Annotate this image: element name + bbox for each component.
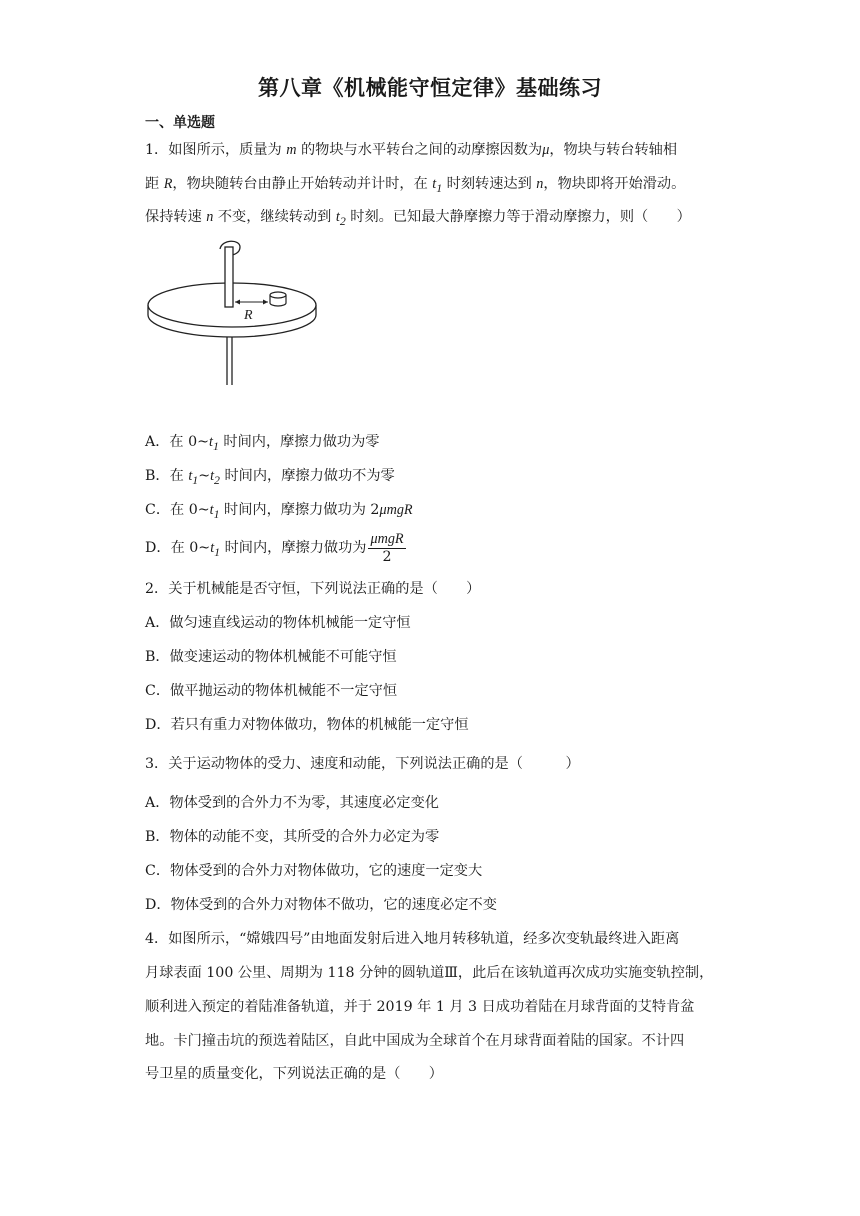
q3-option-d: D．物体受到的合外力对物体不做功，它的速度必定不变 xyxy=(145,897,497,913)
q4-stem-line-1: 4．如图所示，“嫦娥四号”由地面发射后进入地月转移轨道，经多次变轨最终进入距离 xyxy=(145,931,680,947)
q1-stem-line-1: 1．如图所示，质量为 m 的物块与水平转台之间的动摩擦因数为μ，物块与转台转轴相 xyxy=(145,142,678,158)
q2-option-d: D．若只有重力对物体做功，物体的机械能一定守恒 xyxy=(145,717,469,733)
q1-stem-line-2: 距 R，物块随转台由静止开始转动并计时，在 $t_1$ 时刻转速达到 n，物块即将开始滑动。 xyxy=(145,176,686,195)
q3-option-a: A．物体受到的合外力不为零，其速度必定变化 xyxy=(145,795,439,811)
q2-option-c: C．做平抛运动的物体机械能不一定守恒 xyxy=(145,683,398,699)
q4-stem-line-4: 地。卡门撞击坑的预选着陆区，自此中国成为全球首个在月球背面着陆的国家。不计四 xyxy=(145,1033,685,1049)
turntable-figure xyxy=(140,235,330,390)
q1-option-b: B．在 $t_1\sim t_2$ 时间内，摩擦力做功不为零 xyxy=(145,468,395,487)
q3-stem: 3．关于运动物体的受力、速度和动能，下列说法正确的是（ ） xyxy=(145,756,580,772)
document-title: 第八章《机械能守恒定律》基础练习 xyxy=(258,76,602,100)
section-heading: 一、单选题 xyxy=(145,115,215,131)
fraction: $\frac{\text{μmgR}}{2}$ xyxy=(370,530,404,565)
q2-stem: 2．关于机械能是否守恒，下列说法正确的是（ ） xyxy=(145,581,481,597)
q1-option-c: C．在 $0\sim t_1$ 时间内，摩擦力做功为 2μmgR xyxy=(145,502,413,521)
q1-option-d: D．在 $0\sim t_1$ 时间内，摩擦力做功为 $\frac{\text{μmgR}}{2}$ xyxy=(145,530,404,565)
q1-option-a: A．在 $0\sim t_1$ 时间内，摩擦力做功为零 xyxy=(145,434,380,453)
q4-stem-line-2: 月球表面 100 公里、周期为 118 分钟的圆轨道Ⅲ，此后在该轨道再次成功实施变轨控制， xyxy=(145,965,714,981)
q1-stem-line-3: 保持转速 n 不变，继续转动到 $t_2$ 时刻。已知最大静摩擦力等于滑动摩擦力，则（ ） xyxy=(145,209,691,228)
q2-option-a: A．做匀速直线运动的物体机械能一定守恒 xyxy=(145,615,411,631)
rotation-shaft xyxy=(225,247,233,307)
q3-option-c: C．物体受到的合外力对物体做功，它的速度一定变大 xyxy=(145,863,483,879)
q2-option-b: B．做变速运动的物体机械能不可能守恒 xyxy=(145,649,397,665)
radius-label: R xyxy=(244,308,253,323)
q4-stem-line-5: 号卫星的质量变化，下列说法正确的是（ ） xyxy=(145,1066,443,1082)
q3-option-b: B．物体的动能不变，其所受的合外力必定为零 xyxy=(145,829,440,845)
q4-stem-line-3: 顺利进入预定的着陆准备轨道，并于 2019 年 1 月 3 日成功着陆在月球背面的艾特肯盆 xyxy=(145,999,695,1015)
